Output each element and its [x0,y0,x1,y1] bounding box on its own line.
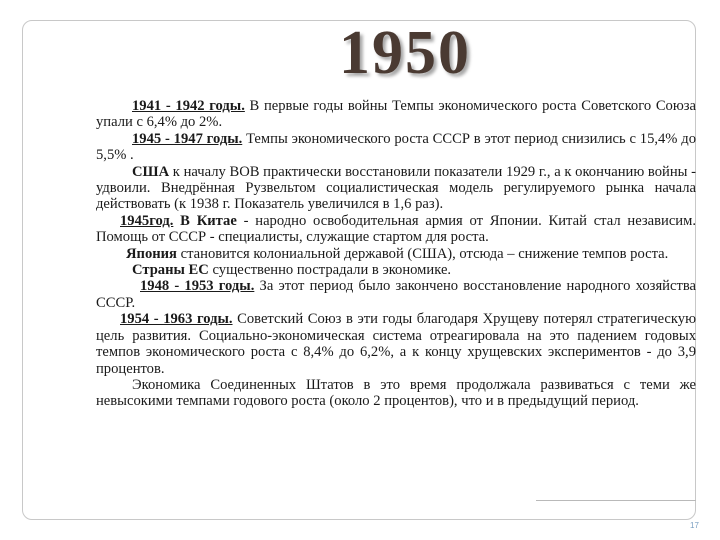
paragraph-lead: 1945год. [120,212,174,229]
paragraph-lead: 1941 - 1942 годы. [132,98,245,114]
paragraph-text: - народно освободительная армия от Японии. Китай стал независим. Помощь от СССР - специалисты, служащие стартом для роста. [96,212,696,246]
paragraph-lead: Япония [126,245,177,262]
paragraph-1948-1953 [96,278,696,311]
paragraph-text: существенно пострадали в экономике. [208,262,452,279]
paragraph-lead-2: В Китае [173,212,237,229]
paragraph-text: к началу ВОВ практически восстановили показатели 1929 г., а к окончанию войны - удвоили. Внедрённая Рузвельтом социалистическая модель регулируемого рынка начала действовать (к 1938 г. Показатель увеличился в 1,6 раз). [96,163,696,213]
paragraph-lead: 1948 - 1953 годы. [140,278,255,295]
paragraph-japan [96,246,696,262]
paragraph-lead: Страны ЕС [132,262,209,279]
slide-title: 1950 [339,19,471,87]
paragraph-lead: 1954 - 1963 годы. [120,311,233,328]
paragraph-text: становится колониальной державой (США), отсюда – снижение темпов роста. [176,245,669,262]
paragraph-1945-1947 [96,131,696,164]
paragraph-text: Экономика Соединенных Штатов в это время продолжала развиваться с теми же невысокими темпами годового роста (около 2 процентов), что и в предыдущий период. [96,376,696,410]
footer-divider [536,500,696,501]
paragraph-lead: 1945 - 1947 годы. [132,130,243,147]
paragraph-1941-1942 [96,98,696,131]
paragraph-text: Советский Союз в эти годы благодаря Хрущеву потерял стратегическую цель развития. Социально-экономическая система отреагировала на это падением годовых темпов экономического роста с 8,4% до 6,2%, а к концу хрущевских экспериментов - до 3,9 процентов. [96,311,696,377]
paragraph-lead: США [132,163,170,180]
paragraph-text: Темпы экономического роста СССР в этот период снизились с 15,4% до 5,5% . [96,130,696,164]
paragraph-usa [96,164,696,213]
paragraph-text: В первые годы войны Темпы экономического роста Советского Союза упали с 6,4% до 2%. [96,98,696,131]
paragraph-1954-1963 [96,311,696,377]
paragraph-china [96,213,696,246]
slide-body [96,98,696,410]
paragraph-usa-economy [96,377,696,410]
page-number: 17 [690,521,699,530]
paragraph-text: За этот период было закончено восстановление народного хозяйства СССР. [96,278,696,311]
paragraph-eu [96,262,696,278]
